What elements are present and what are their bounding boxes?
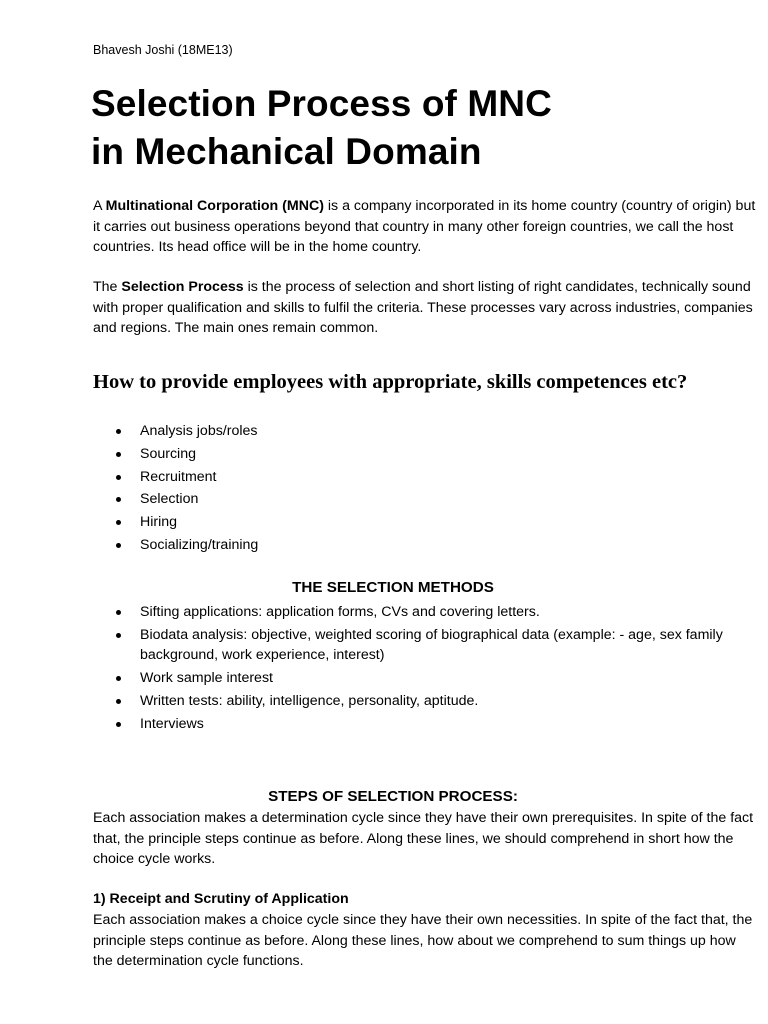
steps-paragraph: Each association makes a determination cycle since they have their own prerequisites. In spite of the fact that, the principle steps continue as before. Along these lines, we should comprehend in short how the choice cycle works.	[93, 810, 754, 867]
selection-process-term: Selection Process	[121, 279, 244, 295]
list-item	[93, 625, 758, 666]
bullet-icon	[116, 722, 121, 727]
list-item-text: Socializing/training	[140, 536, 259, 553]
list-item-text: Biodata analysis: objective, weighted scoring of biographical data (example: - age, sex family background, work experience, interest)	[140, 626, 723, 664]
bullet-icon	[116, 676, 121, 681]
list-item-text: Hiring	[140, 514, 178, 531]
list-item-text: Work sample interest	[140, 670, 273, 687]
selection-lead-text: The	[93, 279, 122, 295]
list-item-text: Sourcing	[140, 445, 196, 462]
list-item	[93, 421, 758, 442]
list-item	[93, 535, 758, 556]
list-item-text: Recruitment	[140, 468, 217, 485]
list-item-text: Sifting applications: application forms, CVs and covering letters.	[140, 604, 540, 620]
selection-methods-list	[93, 602, 758, 736]
mnc-lead-text: A	[93, 198, 106, 214]
question-list	[93, 421, 758, 558]
bullet-icon	[116, 520, 121, 525]
list-item	[93, 444, 758, 465]
selection-methods-heading: THE SELECTION METHODS	[292, 579, 494, 596]
selection-process-text: is the process of selection and short listing of right candidates, technically sound with proper qualification and skills to fulfil the criteria. These processes vary across industries, companies and regions. The main ones remain common.	[93, 279, 753, 336]
list-item-text: Selection	[140, 491, 199, 508]
bullet-icon	[116, 699, 121, 704]
mnc-definition-text: is a company incorporated in its home country (country of origin) but it carries out business operations beyond that country in many other foreign countries, we call the host countries. Its head office will be in the home country.	[93, 198, 756, 255]
bullet-icon	[116, 610, 121, 615]
list-item	[93, 668, 758, 689]
question-heading: How to provide employees with appropriate, skills competences etc?	[93, 371, 688, 393]
mnc-term: Multinational Corporation (MNC)	[105, 198, 324, 214]
list-item-text: Written tests: ability, intelligence, personality, aptitude.	[140, 692, 479, 709]
bullet-icon	[116, 633, 121, 638]
list-item-text: Interviews	[140, 715, 204, 732]
document-title	[91, 80, 552, 176]
bullet-icon	[116, 497, 121, 502]
author-line: Bhavesh Joshi (18ME13)	[93, 43, 233, 57]
list-item	[93, 602, 758, 623]
list-item	[93, 512, 758, 533]
bullet-icon	[116, 452, 121, 457]
list-item	[93, 691, 758, 712]
list-item-text: Analysis jobs/roles	[140, 423, 258, 439]
title-line-2: in Mechanical Domain	[91, 131, 482, 172]
bullet-icon	[116, 543, 121, 548]
bullet-icon	[116, 475, 121, 480]
step-1-paragraph: Each association makes a choice cycle since they have their own necessities. In spite of the fact that, the principle steps continue as before. Along these lines, how about we comprehend to sum things up how the determination cycle functions.	[93, 912, 753, 969]
selection-process-paragraph	[93, 277, 758, 339]
bullet-icon	[116, 429, 121, 434]
list-item	[93, 714, 758, 735]
step-1-heading: 1) Receipt and Scrutiny of Application	[93, 891, 349, 907]
list-item	[93, 489, 758, 510]
steps-heading: STEPS OF SELECTION PROCESS:	[268, 788, 518, 805]
title-line-1: Selection Process of MNC	[91, 83, 552, 124]
list-item	[93, 467, 758, 488]
mnc-definition-paragraph	[93, 196, 758, 258]
